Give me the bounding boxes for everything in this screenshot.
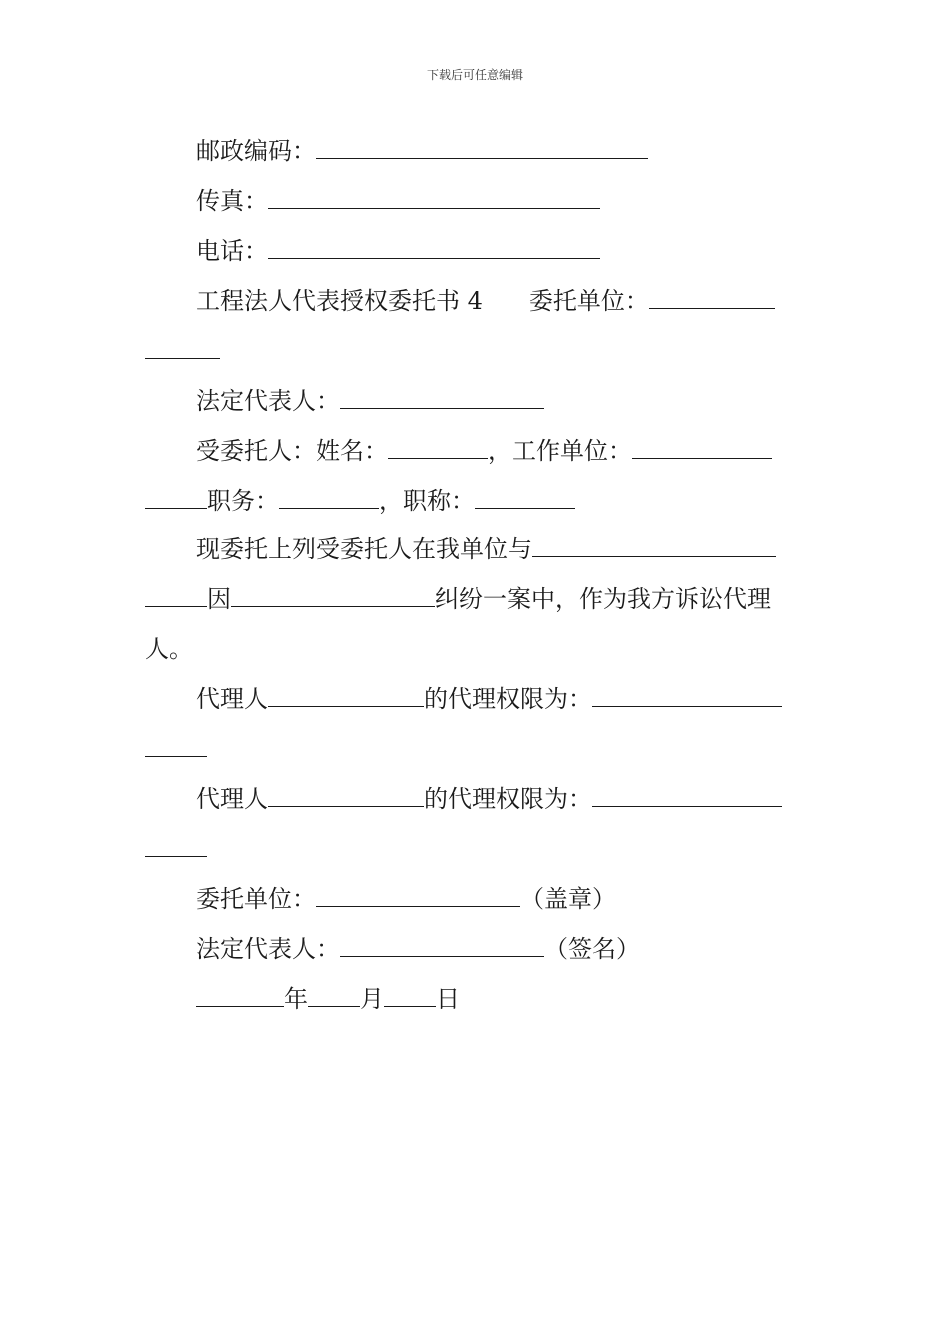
phone-blank[interactable]	[268, 236, 600, 259]
entrust-line-1	[196, 534, 776, 564]
entrusting-unit-continuation	[145, 336, 220, 366]
legal-rep-blank[interactable]	[340, 386, 544, 409]
fax-line	[196, 186, 600, 216]
rank-label: ，职称：	[379, 487, 475, 515]
year-label: 年	[284, 985, 308, 1013]
position-label: 职务：	[207, 487, 279, 515]
postcode-label: 邮政编码：	[196, 137, 316, 165]
date-line	[196, 984, 460, 1014]
month-blank[interactable]	[308, 984, 360, 1007]
title-line	[196, 286, 775, 316]
agent-2-name-blank[interactable]	[268, 784, 424, 807]
work-unit-blank[interactable]	[632, 436, 772, 459]
agent-2-label: 代理人	[196, 785, 268, 813]
agent-2-continuation	[145, 834, 207, 864]
trustee-name-blank[interactable]	[388, 436, 488, 459]
agent-2-scope-blank[interactable]	[592, 784, 782, 807]
day-label: 日	[436, 985, 460, 1013]
postcode-blank[interactable]	[316, 136, 648, 159]
phone-line	[196, 236, 600, 266]
signature-label: （签名）	[544, 935, 640, 963]
entrusting-unit-blank-cont[interactable]	[145, 336, 220, 359]
fax-blank[interactable]	[268, 186, 600, 209]
position-line	[145, 486, 575, 516]
seal-label: （盖章）	[520, 885, 616, 913]
sign-rep-blank[interactable]	[340, 934, 544, 957]
trustee-line	[196, 436, 772, 466]
phone-label: 电话：	[196, 237, 268, 265]
position-blank[interactable]	[279, 486, 379, 509]
sign-unit-line	[196, 884, 616, 914]
opposing-party-blank-cont[interactable]	[145, 584, 207, 607]
page-header: 下载后可任意编辑	[426, 68, 523, 82]
entrust-line-2	[145, 584, 771, 614]
work-unit-label: ，工作单位：	[488, 437, 632, 465]
sign-unit-blank[interactable]	[316, 884, 520, 907]
agent-1-name-blank[interactable]	[268, 684, 424, 707]
agent-2-line	[196, 784, 782, 814]
opposing-party-blank[interactable]	[532, 534, 776, 557]
trustee-name-label: 受委托人：姓名：	[196, 437, 388, 465]
work-unit-blank-cont[interactable]	[145, 486, 207, 509]
entrusting-unit-blank[interactable]	[649, 286, 775, 309]
legal-rep-line	[196, 386, 544, 416]
document-title: 工程法人代表授权委托书 4	[196, 287, 483, 315]
sign-unit-label: 委托单位：	[196, 885, 316, 913]
sign-rep-label: 法定代表人：	[196, 935, 340, 963]
dispute-blank[interactable]	[231, 584, 435, 607]
entrusting-unit-label: 委托单位：	[528, 287, 649, 315]
month-label: 月	[360, 985, 384, 1013]
postcode-line	[196, 136, 648, 166]
agent-1-continuation	[145, 734, 207, 764]
year-blank[interactable]	[196, 984, 284, 1007]
fax-label: 传真：	[196, 187, 268, 215]
rank-blank[interactable]	[475, 486, 575, 509]
day-blank[interactable]	[384, 984, 436, 1007]
agent-1-scope-blank[interactable]	[592, 684, 782, 707]
legal-rep-label: 法定代表人：	[196, 387, 340, 415]
agent-1-scope-label: 的代理权限为：	[424, 685, 592, 713]
agent-2-scope-label: 的代理权限为：	[424, 785, 592, 813]
agent-1-label: 代理人	[196, 685, 268, 713]
agent-1-line	[196, 684, 782, 714]
agent-1-scope-blank-cont[interactable]	[145, 734, 207, 757]
entrust-text-a: 现委托上列受委托人在我单位与	[196, 535, 532, 563]
agent-2-scope-blank-cont[interactable]	[145, 834, 207, 857]
entrust-text-b: 因	[207, 585, 231, 613]
entrust-line-3	[145, 634, 193, 664]
sign-rep-line	[196, 934, 640, 964]
entrust-text-d: 人。	[145, 635, 193, 663]
entrust-text-c: 纠纷一案中，作为我方诉讼代理	[435, 585, 771, 613]
